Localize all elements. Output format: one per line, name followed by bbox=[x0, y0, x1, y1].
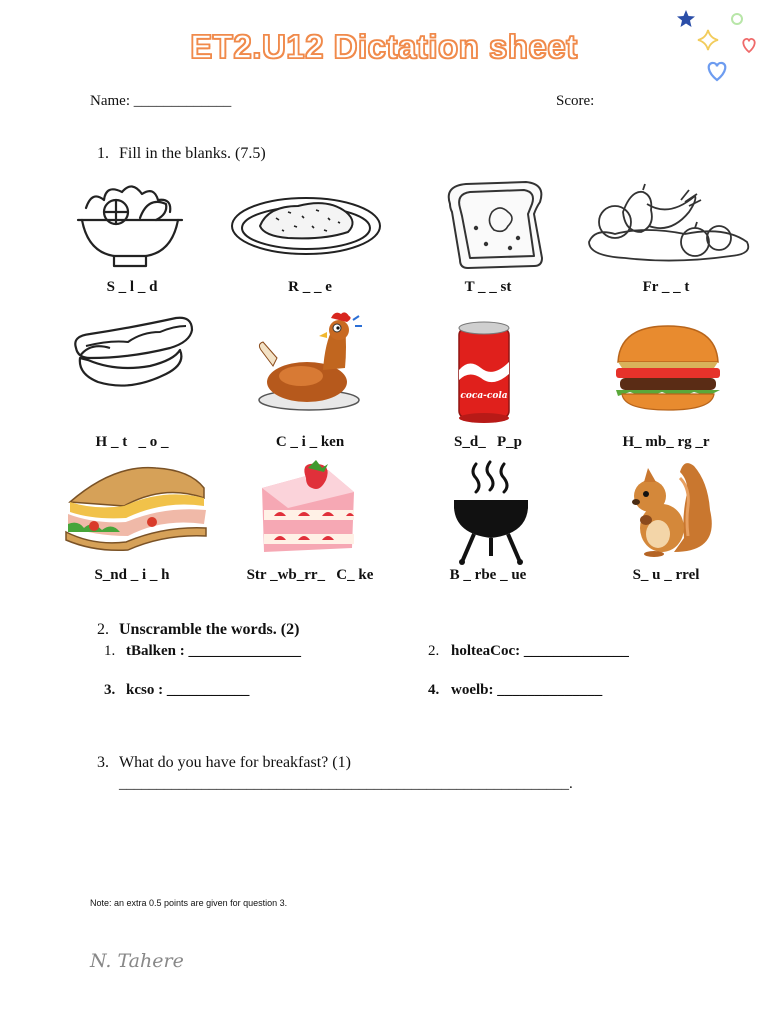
unscramble-1-text: tBalken : _______________ bbox=[126, 643, 302, 659]
q1-number: 1. bbox=[97, 145, 109, 162]
blank-word-rice: R _ _ e bbox=[288, 279, 332, 295]
note-text: Note: an extra 0.5 points are given for question 3. bbox=[90, 898, 288, 908]
can-brand-text: coca-cola bbox=[460, 391, 508, 401]
q1-text: Fill in the blanks. (7.5) bbox=[119, 145, 266, 162]
score-field: Score: bbox=[556, 93, 595, 109]
blank-word-fruit: Fr _ _ t bbox=[642, 279, 690, 295]
sandwich-icon bbox=[64, 462, 208, 554]
q3-number: 3. bbox=[97, 754, 109, 771]
unscramble-4-number: 4. bbox=[428, 682, 440, 698]
chicken-icon bbox=[253, 306, 365, 418]
unscramble-3-text: kcso : ___________ bbox=[126, 682, 250, 698]
unscramble-3-number: 3. bbox=[104, 682, 116, 698]
green-ring-icon bbox=[732, 14, 742, 24]
blank-word-squirrel: S_ u _ rrel bbox=[632, 567, 700, 583]
unscramble-2-text: holteaCoc: ______________ bbox=[451, 643, 629, 659]
salad-bowl-icon bbox=[70, 178, 190, 270]
fruit-icon bbox=[585, 182, 755, 268]
page-title: ET2.U12 Dictation sheet bbox=[190, 28, 578, 65]
blank-word-strawberry-cake: Str _wb_rr_ C_ ke bbox=[246, 567, 374, 583]
blank-word-hamburger: H_ mb_ rg _r bbox=[622, 434, 710, 450]
name-field: Name: _____________ bbox=[90, 93, 232, 109]
blank-word-sandwich: S_nd _ i _ h bbox=[94, 567, 170, 583]
rice-plate-icon bbox=[228, 192, 384, 260]
soda-can-icon bbox=[453, 318, 515, 424]
hamburger-icon bbox=[614, 322, 722, 412]
signature: N. Tahere bbox=[90, 950, 184, 972]
hot-dog-icon bbox=[70, 312, 198, 392]
strawberry-cake-icon bbox=[252, 458, 364, 560]
unscramble-2-number: 2. bbox=[428, 643, 440, 659]
toast-icon bbox=[430, 178, 550, 270]
blank-word-toast: T _ _ st bbox=[464, 279, 512, 295]
unscramble-4-text: woelb: ______________ bbox=[451, 682, 603, 698]
blank-word-soda-pop: S_d_ P_p bbox=[454, 434, 522, 450]
q3-text: What do you have for breakfast? (1) bbox=[119, 754, 351, 771]
q3-answer-line: ____________________________________________________________. bbox=[119, 776, 573, 792]
q2-text: Unscramble the words. (2) bbox=[119, 621, 300, 638]
blank-word-hot-dog: H _ t _ o _ bbox=[95, 434, 169, 450]
blank-word-barbecue: B _ rbe _ ue bbox=[449, 567, 527, 583]
blue-star-icon bbox=[677, 10, 695, 27]
unscramble-1-number: 1. bbox=[104, 643, 116, 659]
squirrel-icon bbox=[624, 458, 716, 558]
barbecue-grill-icon bbox=[450, 458, 532, 566]
q2-number: 2. bbox=[97, 621, 109, 638]
blank-word-salad: S _ l _ d bbox=[106, 279, 158, 295]
blank-word-chicken: C _ i _ ken bbox=[275, 434, 345, 450]
